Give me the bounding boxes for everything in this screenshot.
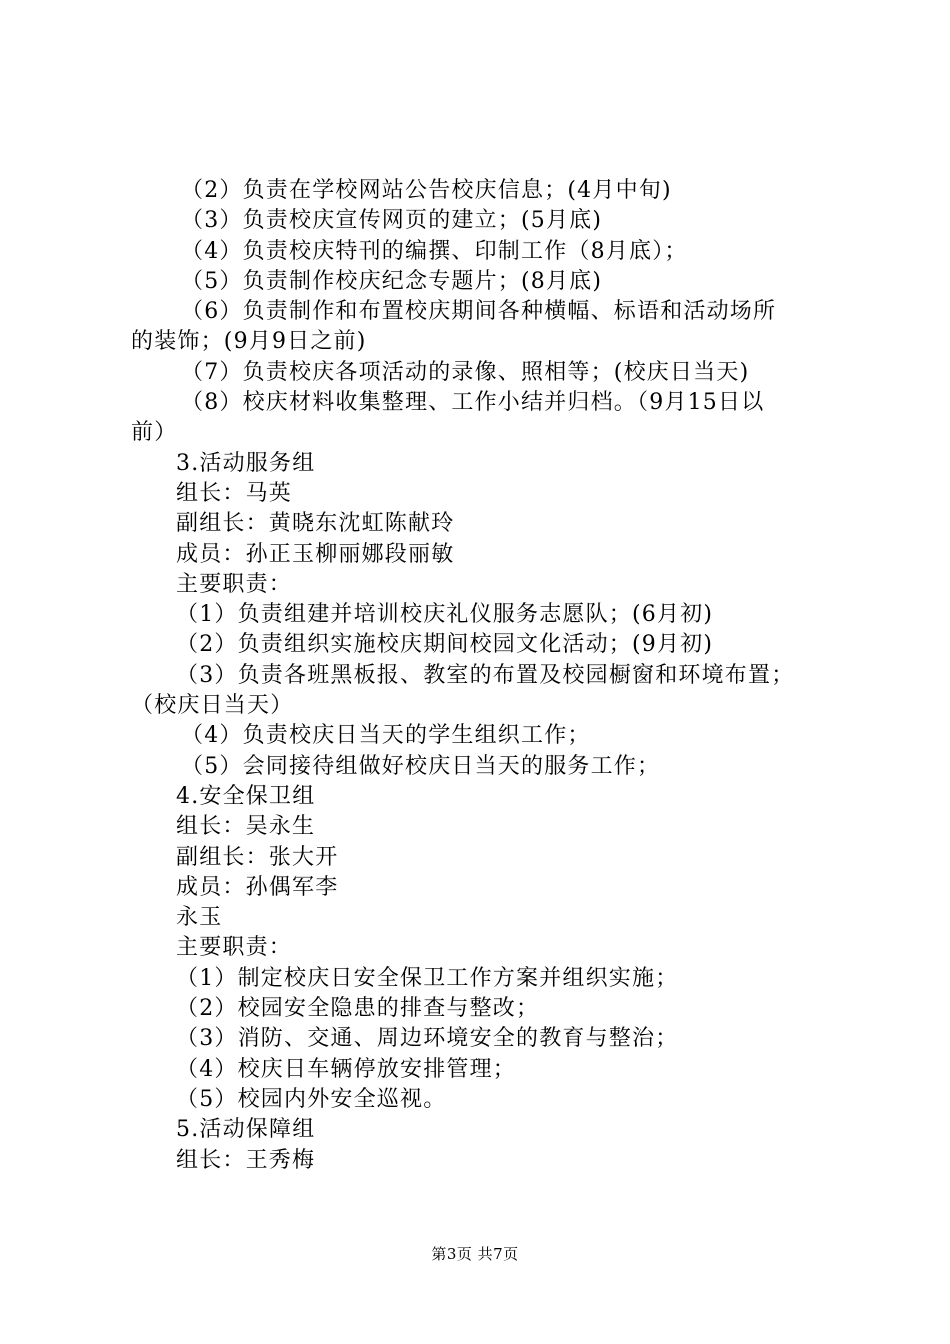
text-line: （4）负责校庆日当天的学生组织工作； [181, 723, 591, 749]
text-line: （3）负责各班黑板报、教室的布置及校园橱窗和环境布置； [176, 662, 795, 688]
text-line: （2）负责组织实施校庆期间校园文化活动；(9月初) [176, 632, 714, 658]
text-line: 副组长：黄晓东沈虹陈献玲 [176, 511, 455, 537]
text-line: 3.活动服务组 [176, 450, 316, 476]
text-line: （5）负责制作校庆纪念专题片；(8月底) [181, 268, 603, 294]
text-line: 5.活动保障组 [176, 1117, 316, 1143]
text-line: 主要职责： [176, 935, 293, 961]
text-line: （4）负责校庆特刊的编撰、印制工作（8月底）； [181, 238, 688, 264]
text-line: （7）负责校庆各项活动的录像、照相等；(校庆日当天) [181, 359, 750, 385]
text-line: 的装饰；(9月9日之前) [131, 329, 367, 355]
text-line: 组长：吴永生 [176, 814, 316, 840]
text-line: 永玉 [176, 905, 223, 931]
text-line: （5）会同接待组做好校庆日当天的服务工作； [181, 753, 661, 779]
text-line: 前） [131, 420, 178, 446]
text-line: 副组长：张大开 [176, 844, 339, 870]
text-line: （3）负责校庆宣传网页的建立；(5月底) [181, 208, 603, 234]
text-line: （2）校园安全隐患的排查与整改； [176, 996, 540, 1022]
text-line: 组长：马英 [176, 480, 293, 506]
text-line: 成员：孙偶军李 [176, 874, 339, 900]
text-line: （2）负责在学校网站公告校庆信息；(4月中旬) [181, 178, 672, 203]
page-footer: 第3页 共7页 [431, 1245, 519, 1263]
document-body [0, 176, 950, 1176]
text-line: （1）制定校庆日安全保卫工作方案并组织实施； [176, 965, 679, 991]
text-line: （5）校园内外安全巡视。 [176, 1086, 447, 1112]
text-line: （8）校庆材料收集整理、工作小结并归档。（9月15日以 [181, 390, 765, 416]
text-line: 主要职责： [176, 571, 293, 597]
text-line: 4.安全保卫组 [176, 783, 316, 809]
text-line: （3）消防、交通、周边环境安全的教育与整治； [176, 1026, 679, 1052]
text-line: （4）校庆日车辆停放安排管理； [176, 1056, 516, 1082]
text-line: （6）负责制作和布置校庆期间各种横幅、标语和活动场所 [181, 299, 777, 325]
text-line: 成员：孙正玉柳丽娜段丽敏 [176, 541, 455, 567]
text-line: 组长：王秀梅 [176, 1147, 316, 1173]
text-line: （校庆日当天） [131, 693, 294, 719]
text-line: （1）负责组建并培训校庆礼仪服务志愿队；(6月初) [176, 602, 714, 628]
